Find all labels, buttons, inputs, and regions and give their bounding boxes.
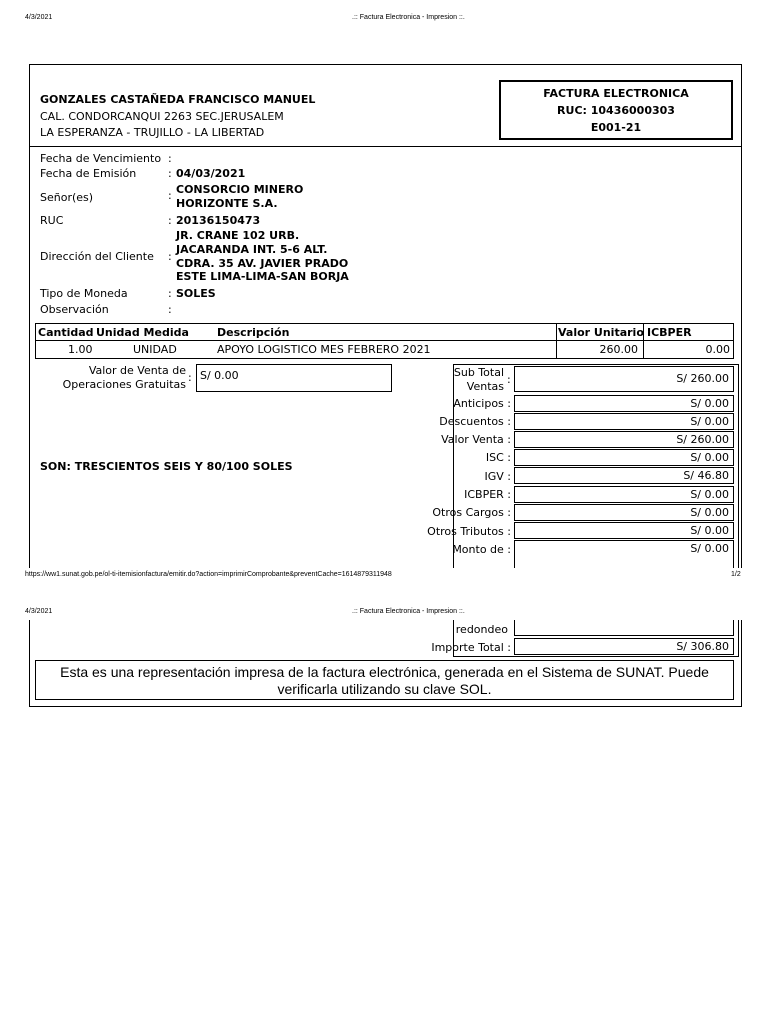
- direccion-line-4: ESTE LIMA-LIMA-SAN BORJA: [176, 270, 349, 283]
- senor-value-2: HORIZONTE S.A.: [176, 197, 278, 210]
- senor-label: Señor(es): [40, 191, 94, 204]
- valor-venta-label: Valor Venta :: [441, 433, 511, 446]
- gratuitas-label-1: Valor de Venta de: [88, 364, 186, 377]
- emision-sep: :: [168, 167, 172, 180]
- redondeo-box: [514, 620, 734, 636]
- anticipos-value: S/ 0.00: [514, 395, 734, 412]
- importe-total-label: Importe Total :: [431, 641, 511, 654]
- page-number: 1/2: [731, 571, 741, 578]
- totals-right-border-2: [738, 620, 739, 656]
- print-url: https://ww1.sunat.gob.pe/ol-ti-itemisionfactura/emitir.do?action=imprimirComprobante&preventCache=1614879311948: [25, 571, 392, 578]
- monto-label: Monto de :: [452, 543, 511, 556]
- isc-value: S/ 0.00: [514, 449, 734, 466]
- items-col-divider: [556, 324, 557, 359]
- th-descripcion: Descripción: [217, 326, 290, 339]
- td-valor-unitario: 260.00: [599, 343, 638, 356]
- valor-venta-value: S/ 260.00: [514, 431, 734, 448]
- issuer-name: GONZALES CASTAÑEDA FRANCISCO MANUEL: [40, 93, 316, 106]
- otros-tributos-value: S/ 0.00: [514, 522, 734, 539]
- issuer-address: CAL. CONDORCANQUI 2263 SEC.JERUSALEM: [40, 110, 284, 123]
- descuentos-value: S/ 0.00: [514, 413, 734, 430]
- td-icbper: 0.00: [705, 343, 730, 356]
- issuer-city: LA ESPERANZA - TRUJILLO - LA LIBERTAD: [40, 126, 265, 139]
- th-icbper: ICBPER: [647, 326, 692, 339]
- print-title-2: .:: Factura Electronica - Impresion ::.: [352, 608, 465, 615]
- direccion-line-2: JACARANDA INT. 5-6 ALT.: [176, 243, 328, 256]
- gratuitas-sep: :: [188, 371, 192, 384]
- monto-value-box: [514, 540, 734, 568]
- direccion-line-1: JR. CRANE 102 URB.: [176, 229, 300, 242]
- observacion-sep: :: [168, 303, 172, 316]
- ruc-label: RUC: [40, 214, 64, 227]
- moneda-sep: :: [168, 287, 172, 300]
- ruc-value: 20136150473: [176, 214, 261, 227]
- gratuitas-label-2: Operaciones Gratuitas: [62, 378, 186, 391]
- sunat-note-line-1: Esta es una representación impresa de la factura electrónica, generada en el Sistema de SUNAT. Puede: [60, 664, 709, 680]
- document-id-box: [499, 80, 733, 140]
- emision-value: 04/03/2021: [176, 167, 246, 180]
- moneda-label: Tipo de Moneda: [40, 287, 128, 300]
- sunat-note-line-2: verificarla utilizando su clave SOL.: [277, 681, 492, 697]
- emision-label: Fecha de Emisión: [40, 167, 137, 180]
- vencimiento-sep: :: [168, 152, 172, 165]
- document-number: E001-21: [590, 121, 642, 134]
- document-ruc: RUC: 10436000303: [557, 104, 675, 117]
- senor-sep: :: [168, 189, 172, 202]
- direccion-sep: :: [168, 250, 172, 263]
- subtotal-label-1: Sub Total: [453, 366, 504, 379]
- print-title: .:: Factura Electronica - Impresion ::.: [352, 14, 465, 21]
- subtotal-label-2: Ventas: [466, 380, 504, 393]
- document-type: FACTURA ELECTRONICA: [543, 87, 689, 100]
- th-unidad: Unidad Medida: [96, 326, 189, 339]
- icbper-label: ICBPER :: [464, 488, 511, 501]
- igv-value: S/ 46.80: [514, 467, 734, 484]
- th-cantidad: Cantidad: [38, 326, 94, 339]
- td-descripcion: APOYO LOGISTICO MES FEBRERO 2021: [217, 343, 431, 356]
- observacion-label: Observación: [40, 303, 109, 316]
- redondeo-label: redondeo: [455, 623, 508, 636]
- direccion-label: Dirección del Cliente: [40, 250, 154, 263]
- direccion-line-3: CDRA. 35 AV. JAVIER PRADO: [176, 257, 349, 270]
- monto-value: S/ 0.00: [690, 542, 729, 555]
- print-date-2: 4/3/2021: [25, 608, 53, 615]
- otros-cargos-value: S/ 0.00: [514, 504, 734, 521]
- totals-right-border: [738, 364, 739, 568]
- print-date: 4/3/2021: [25, 14, 53, 21]
- totals-bottom-border: [453, 656, 739, 657]
- totals-top-border: [453, 364, 738, 365]
- ruc-sep: :: [168, 214, 172, 227]
- otros-tributos-label: Otros Tributos :: [427, 525, 511, 538]
- td-cantidad: 1.00: [68, 343, 93, 356]
- subtotal-value: S/ 260.00: [514, 366, 734, 392]
- senor-value-1: CONSORCIO MINERO: [176, 183, 304, 196]
- son-amount-words: SON: TRESCIENTOS SEIS Y 80/100 SOLES: [40, 460, 293, 473]
- igv-label: IGV :: [484, 470, 511, 483]
- importe-total-value: S/ 306.80: [514, 638, 734, 655]
- divider: [30, 146, 741, 147]
- isc-label: ISC :: [485, 451, 511, 464]
- icbper-value: S/ 0.00: [514, 486, 734, 503]
- th-valor-unitario: Valor Unitario: [558, 326, 644, 339]
- subtotal-sep: :: [507, 373, 511, 386]
- descuentos-label: Descuentos :: [439, 415, 511, 428]
- sunat-note: [35, 660, 734, 700]
- moneda-value: SOLES: [176, 287, 216, 300]
- gratuitas-value: S/ 0.00: [196, 364, 392, 392]
- anticipos-label: Anticipos :: [453, 397, 511, 410]
- td-unidad: UNIDAD: [133, 343, 177, 356]
- items-header-divider: [36, 340, 733, 341]
- otros-cargos-label: Otros Cargos :: [432, 506, 511, 519]
- vencimiento-label: Fecha de Vencimiento: [40, 152, 162, 165]
